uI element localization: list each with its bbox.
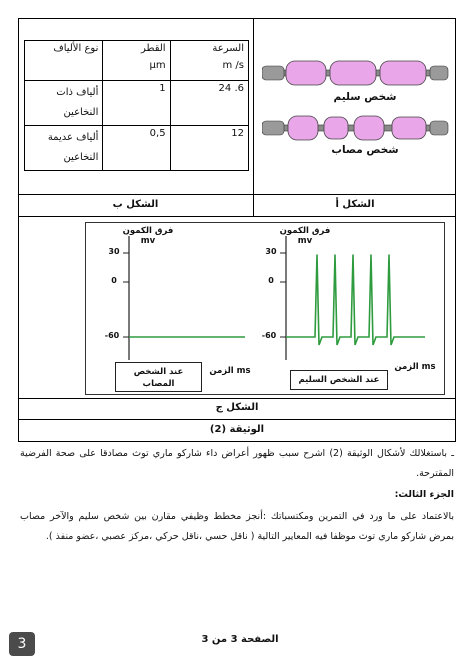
table-row — [25, 126, 249, 171]
caption-fig-b: الشكل ب — [112, 199, 159, 210]
part3-text: بالاعتماد على ما ورد في التمرين ومكتسباتك :أنجز مخطط وظيفي مقارن بين شخص سليم والآخر مصاب بمرض شاركو ماري توث موظفا فيه المعايير التالية ( ناقل حسي ،ناقل حركي ،مركز عصبي ،عضو منفذ ). — [20, 511, 454, 542]
cell-diameter: 0,5 — [149, 128, 166, 139]
ytick-30-healthy: 30 — [265, 247, 277, 256]
cell-type: ألياف عديمة النخاعين — [47, 132, 99, 163]
xlabel-healthy: الزمن ms — [394, 362, 436, 372]
page-label: الصفحة 3 من 3 — [201, 634, 279, 645]
chart-sick — [123, 236, 245, 360]
header-speed: السرعة — [212, 43, 244, 54]
caption-healthy: عند الشخص السليم — [298, 375, 380, 385]
part3-title: الجزء الثالث: — [394, 489, 454, 500]
cell-speed: 12 — [231, 128, 244, 139]
table-row — [25, 81, 249, 126]
sick-label: شخص مصاب — [331, 144, 399, 156]
cell-diameter: 1 — [159, 83, 166, 94]
caption-fig-a: الشكل أ — [335, 199, 375, 210]
trace-healthy — [286, 255, 425, 346]
question-1: ـ باستغلالك لأشكال الوثيقة (2) اشرح سبب ظهور أعراض داء شاركو ماري توث مصادقا على صحة الفرضية المقترحة. — [20, 448, 454, 479]
header-diameter: القطر — [140, 43, 166, 54]
divider-fig-c-top — [18, 398, 456, 399]
healthy-fiber — [262, 61, 448, 85]
unit-diameter: μm — [149, 60, 166, 71]
caption-box-healthy — [290, 370, 388, 390]
sick-fiber — [262, 116, 448, 140]
ytick-0-healthy: 0 — [268, 276, 274, 285]
chart-healthy — [280, 236, 425, 360]
ytick-neg60-healthy: -60 — [261, 331, 277, 340]
divider-captions-top — [18, 194, 456, 195]
caption-document: الوثيقة (2) — [209, 424, 265, 435]
divider-captions-bottom — [18, 216, 456, 217]
divider-fig-c-bottom — [18, 419, 456, 420]
caption-sick: عند الشخص المصاب — [133, 367, 184, 389]
header-type: نوع الألياف — [53, 43, 99, 54]
healthy-label: شخص سليم — [333, 91, 397, 103]
ylabel-healthy: فرق الكمون mv — [279, 226, 331, 246]
ytick-30-sick: 30 — [108, 247, 120, 256]
unit-speed: m /s — [222, 60, 244, 71]
page-number-badge: 3 — [9, 632, 35, 656]
divider-vertical — [253, 18, 254, 216]
ytick-neg60-sick: -60 — [104, 331, 120, 340]
caption-box-sick — [115, 362, 202, 392]
fiber-table — [24, 40, 249, 171]
ytick-0-sick: 0 — [111, 276, 117, 285]
cell-speed: 6. 24 — [218, 83, 244, 94]
xlabel-sick: الزمن ms — [209, 366, 251, 376]
ylabel-sick: فرق الكمون mv — [122, 226, 174, 246]
caption-fig-c: الشكل ج — [215, 402, 259, 413]
cell-type: ألياف ذات النخاعين — [56, 87, 99, 118]
